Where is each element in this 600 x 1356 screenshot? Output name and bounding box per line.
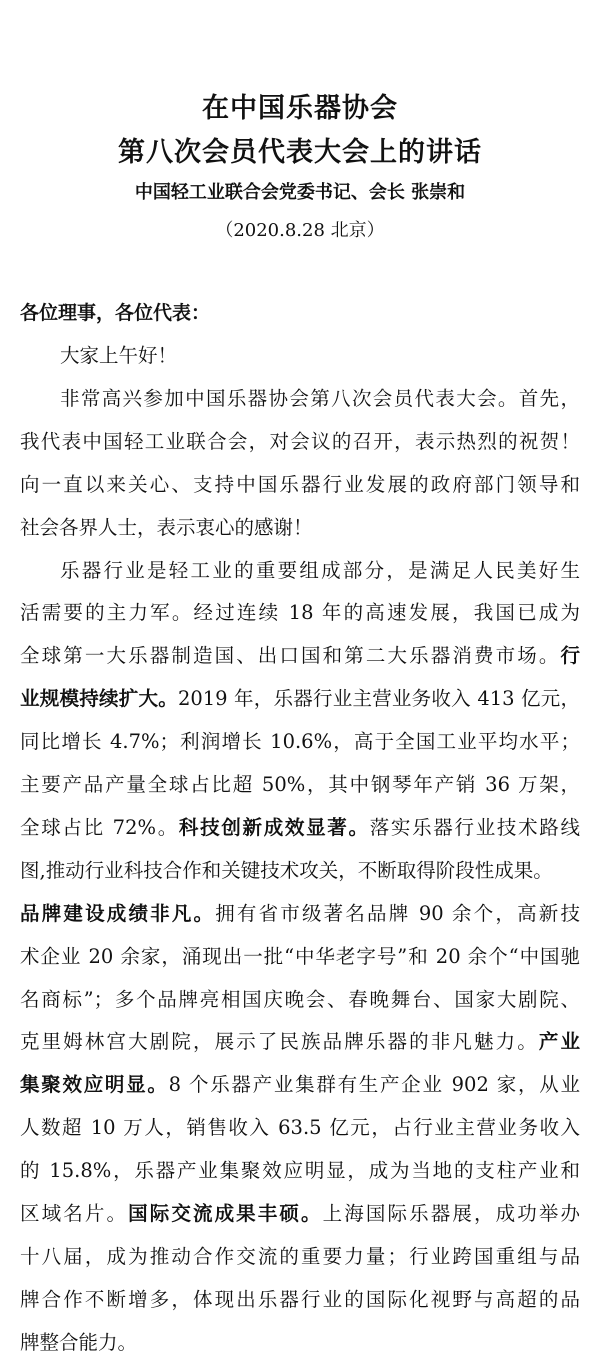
text-line	[60, 342, 580, 369]
text-line	[20, 514, 580, 541]
text-span: 名商标”；多个品牌亮相国庆晚会、春晚舞台、国家大剧院、	[20, 988, 580, 1011]
text-line	[20, 599, 580, 626]
dateline: （2020.8.28 北京）	[215, 220, 385, 241]
text-span: 2019 年，乐器行业主营业务收入 413 亿元，	[177, 687, 580, 710]
text-span: 人数超 10 万人，销售收入 63.5 亿元，占行业主营业务收入	[20, 1116, 580, 1139]
text-span: 上海国际乐器展，成功举办	[322, 1202, 580, 1225]
text-line	[20, 900, 580, 927]
text-line	[20, 771, 580, 798]
byline: 中国轻工业联合会党委书记、会长 张崇和	[134, 182, 466, 203]
text-line	[20, 1200, 580, 1227]
text-span: 我代表中国轻工业联合会，对会议的召开，表示热烈的祝贺！	[20, 430, 580, 453]
text-line	[20, 728, 580, 755]
text-span: 区域名片。	[20, 1202, 129, 1225]
text-span: 拥有省市级著名品牌 90 余个，高新技	[215, 902, 580, 925]
text-line	[20, 1329, 580, 1356]
text-span: 大家上午好！	[60, 344, 178, 367]
text-span: 十八届，成为推动合作交流的重要力量；行业跨国重组与品	[20, 1245, 580, 1268]
salutation: 各位理事，各位代表：	[20, 302, 211, 324]
title-line-2: 第八次会员代表大会上的讲话	[118, 137, 482, 168]
title-line-1: 在中国乐器协会	[202, 93, 398, 124]
text-line	[20, 1028, 580, 1055]
text-line	[20, 857, 580, 884]
text-span: 术企业 20 余家，涌现出一批“中华老字号”和 20 余个“中国驰	[20, 945, 580, 968]
text-span: 的 15.8%，乐器产业集聚效应明显，成为当地的支柱产业和	[20, 1159, 580, 1182]
text-line	[20, 471, 580, 498]
text-span: 牌整合能力。	[20, 1331, 138, 1354]
text-span: 落实乐器行业技术路线	[369, 816, 580, 839]
text-span: 全球第一大乐器制造国、出口国和第二大乐器消费市场。	[20, 644, 561, 667]
bold-text-span: 科技创新成效显著。	[178, 816, 370, 839]
text-line	[60, 385, 580, 412]
text-span: 向一直以来关心、支持中国乐器行业发展的政府部门领导和	[20, 473, 580, 496]
text-line	[20, 1071, 580, 1098]
text-line	[20, 685, 580, 712]
text-span: 牌合作不断增多，体现出乐器行业的国际化视野与高超的品	[20, 1288, 580, 1311]
bold-text-span: 品牌建设成绩非凡。	[20, 902, 216, 925]
text-line	[20, 1114, 580, 1141]
text-line	[20, 428, 580, 455]
bold-text-span: 业规模持续扩大。	[20, 687, 178, 710]
text-span: 主要产品产量全球占比超 50%，其中钢琴年产销 36 万架，	[20, 773, 580, 796]
bold-text-span: 行	[560, 644, 580, 667]
text-span: 社会各界人士，表示衷心的感谢！	[20, 516, 313, 539]
text-span: 克里姆林宫大剧院，展示了民族品牌乐器的非凡魅力。	[20, 1030, 539, 1053]
text-line	[20, 1157, 580, 1184]
text-span: 全球占比 72%。	[20, 816, 179, 839]
text-span: 活需要的主力军。经过连续 18 年的高速发展，我国已成为	[20, 601, 580, 624]
text-line	[20, 943, 580, 970]
bold-text-span: 国际交流成果丰硕。	[128, 1202, 323, 1225]
text-span: 图,推动行业科技合作和关键技术攻关，不断取得阶段性成果。	[20, 859, 553, 882]
text-line	[20, 986, 580, 1013]
text-line	[20, 814, 580, 841]
text-span: 8 个乐器产业集群有生产企业 902 家，从业	[168, 1073, 580, 1096]
text-line	[20, 1243, 580, 1270]
text-span: 乐器行业是轻工业的重要组成部分，是满足人民美好生	[60, 559, 580, 582]
text-span: 同比增长 4.7%；利润增长 10.6%，高于全国工业平均水平；	[20, 730, 580, 753]
text-line	[60, 557, 580, 584]
bold-text-span: 集聚效应明显。	[20, 1073, 169, 1096]
text-span: 非常高兴参加中国乐器协会第八次会员代表大会。首先，	[60, 387, 580, 410]
text-line	[20, 642, 580, 669]
text-line	[20, 1286, 580, 1313]
bold-text-span: 产业	[538, 1030, 580, 1053]
